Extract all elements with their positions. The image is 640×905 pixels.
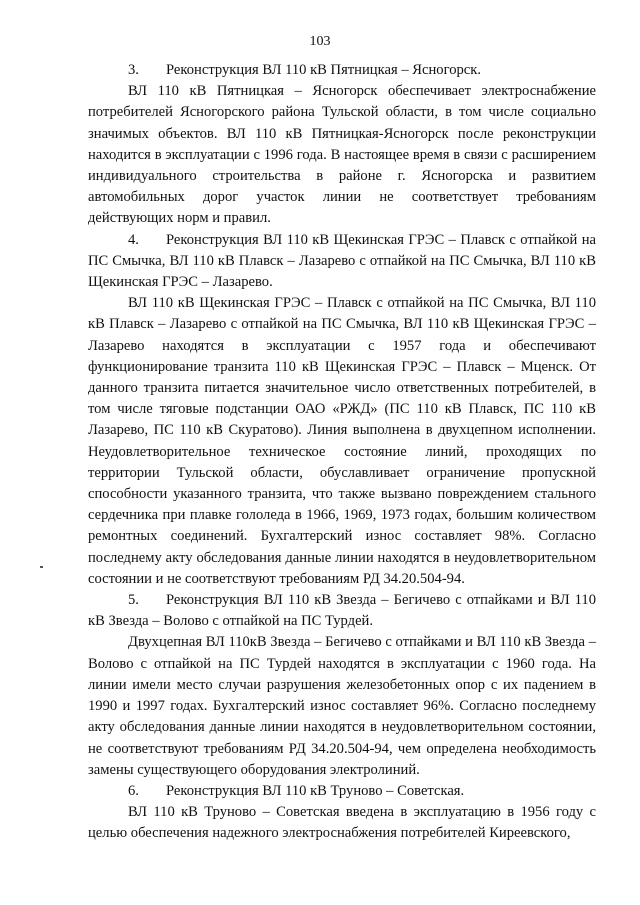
section-5-title: Реконструкция ВЛ 110 кВ Звезда – Бегичево с отпайками и ВЛ 110 кВ Звезда – Волово с отпайкой на ПС Турдей. <box>88 592 596 630</box>
scan-speck <box>40 566 43 568</box>
section-5-heading <box>88 590 596 632</box>
section-4-paragraph: ВЛ 110 кВ Щекинская ГРЭС – Плавск с отпайкой на ПС Смычка, ВЛ 110 кВ Плавск – Лазарево с отпайкой на ПС Смычка, ВЛ 110 кВ Щекинская ГРЭС – Лазарево находятся в эксплуатации с 1957 года и обеспечивают функционирование транзита 110 кВ Щекинская ГРЭС – Плавск – Мценск. От данного транзита питается значительное число ответственных потребителей, в том числе тяговые подстанции ОАО «РЖД» (ПС 110 кВ Плавск, ПС 110 кВ Лазарево, ПС 110 кВ Скуратово). Линия выполнена в двухцепном исполнении. Неудовлетворительное техническое состояние линий, проходящих по территории Тульской области, обуславливает ограничение пропускной способности указанного транзита, что также вызвано повреждением стального сердечника при плавке гололеда в 1966, 1969, 1973 годах, большим количеством ремонтных соединений. Бухгалтерский износ составляет 98%. Согласно последнему акту обследования данные линии находятся в неудовлетворительном состоянии и не соответствуют требованиям РД 34.20.504-94. <box>88 295 596 587</box>
section-6-heading <box>88 781 596 802</box>
section-4-title: Реконструкция ВЛ 110 кВ Щекинская ГРЭС – Плавск с отпайкой на ПС Смычка, ВЛ 110 кВ Плавск – Лазарево с отпайкой на ПС Смычка, ВЛ 110 кВ Щекинская ГРЭС – Лазарево. <box>88 231 596 291</box>
section-5-number: 5. <box>128 592 139 609</box>
section-6-paragraph: ВЛ 110 кВ Труново – Советская введена в эксплуатацию в 1956 году с целью обеспечения надежного электроснабжения потребителей Киреевского, <box>88 804 596 842</box>
section-3-number: 3. <box>128 62 139 78</box>
section-3-title: Реконструкция ВЛ 110 кВ Пятницкая – Ясногорск. <box>166 62 482 78</box>
section-6-number: 6. <box>128 782 139 799</box>
section-3-heading <box>88 60 596 81</box>
section-5-paragraph: Двухцепная ВЛ 110кВ Звезда – Бегичево с отпайками и ВЛ 110 кВ Звезда – Волово с отпайкой на ПС Турдей находятся в эксплуатации с 1960 года. На линии имели место случаи разрушения железобетонных опор с их падением в 1990 и 1997 годах. Бухгалтерский износ составляет 96%. Согласно последнему акту обследования данные линии находятся в неудовлетворительном состоянии, не соответствуют требованиям РД 34.20.504-94, чем определена необходимость замены существующего оборудования электролиний. <box>88 634 596 778</box>
section-4-number: 4. <box>128 231 139 248</box>
section-3-paragraph: ВЛ 110 кВ Пятницкая – Ясногорск обеспечивает электроснабжение потребителей Ясногорского района Тульской области, в том числе социально значимых объектов. ВЛ 110 кВ Пятницкая-Ясногорск после реконструкции находится в эксплуатации с 1996 года. В настоящее время в связи с расширением индивидуального строительства в районе г. Ясногорска и развитием автомобильных дорог участок линии не соответствует требованиям действующих норм и правил. <box>88 83 596 227</box>
section-4-heading <box>88 230 596 294</box>
document-body <box>88 60 596 845</box>
section-6-title: Реконструкция ВЛ 110 кВ Труново – Советская. <box>166 782 465 799</box>
page-number: 103 <box>309 34 331 49</box>
